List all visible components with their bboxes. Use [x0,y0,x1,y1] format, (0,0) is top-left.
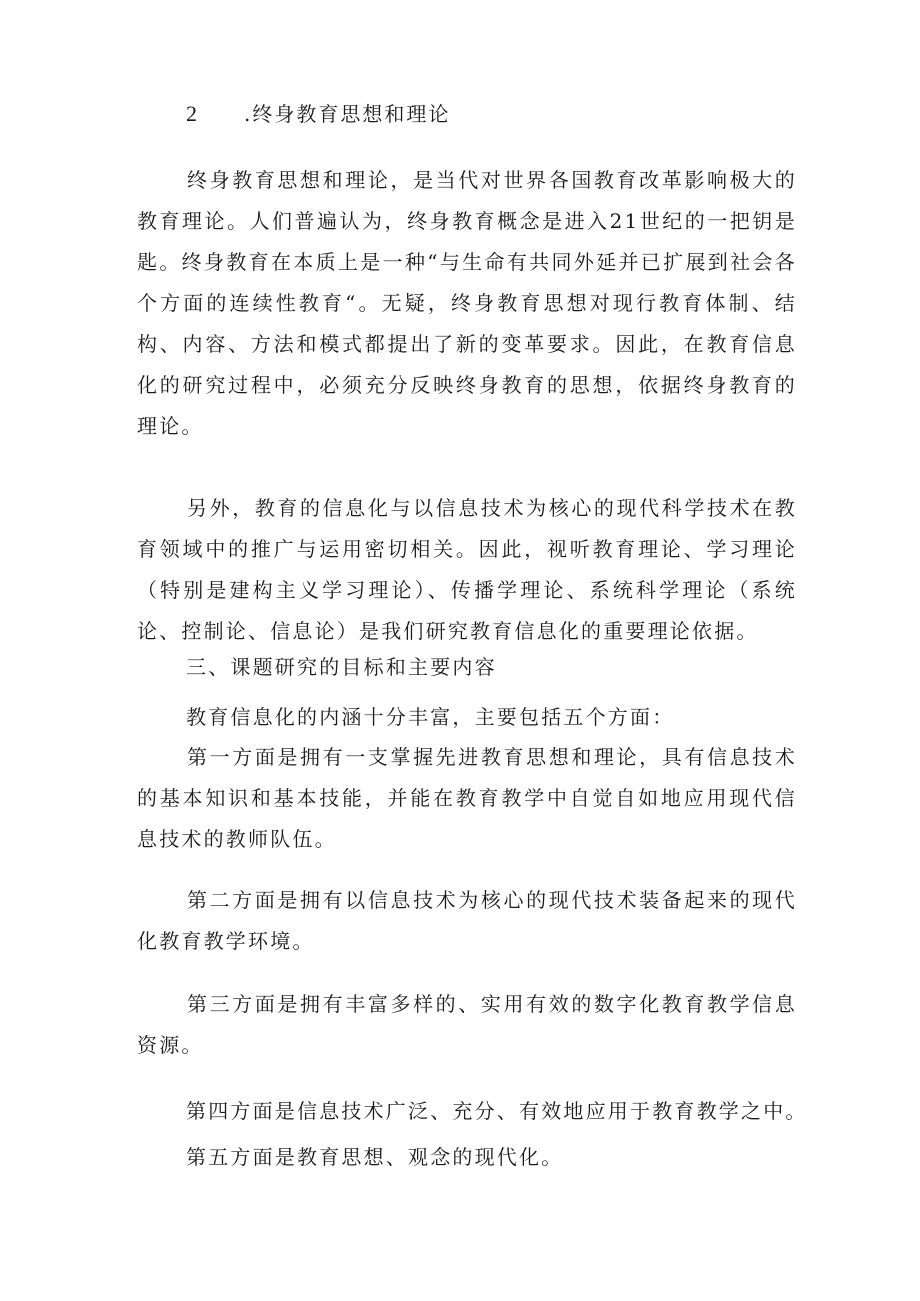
heading-title: .终身教育思想和理论 [244,102,451,126]
paragraph-aspect-1: 第一方面是拥有一支掌握先进教育思想和理论，具有信息技术的基本知识和基本技能，并能在教育教学中自觉自如地应用现代信息技术的教师队伍。 [137,745,797,851]
paragraph-lifelong-education: 终身教育思想和理论，是当代对世界各国教育改革影响极大的教育理论。人们普遍认为，终身教育概念是进入21世纪的一把钥是匙。终身教育在本质上是一种“与生命有共同外延并已扩展到社会各个方面的连续性教育“。无疑，终身教育思想对现行教育体制、结构、内容、方法和模式都提出了新的变革要求。因此，在教育信息化的研究过程中，必须充分反映终身教育的思想，依据终身教育的理论。 [137,168,797,438]
section-heading [186,98,450,127]
heading-number: 2 [186,101,199,126]
section-title: 三、课题研究的目标和主要内容 [186,655,497,679]
paragraph-intro: 教育信息化的内涵十分丰富，主要包括五个方面： [186,705,675,729]
paragraph-aspect-4: 第四方面是信息技术广泛、充分、有效地应用于教育教学之中。 [186,1099,808,1123]
paragraph-aspect-5: 第五方面是教育思想、观念的现代化。 [186,1145,564,1169]
paragraph-theory-basis: 另外，教育的信息化与以信息技术为核心的现代科学技术在教育领域中的推广与运用密切相关。因此，视听教育理论、学习理论（特别是建构主义学习理论）、传播学理论、系统科学理论（系统论、控制论、信息论）是我们研究教育信息化的重要理论依据。 [137,496,797,643]
paragraph-aspect-2: 第二方面是拥有以信息技术为核心的现代技术装备起来的现代化教育教学环境。 [137,888,797,953]
paragraph-aspect-3: 第三方面是拥有丰富多样的、实用有效的数字化教育教学信息资源。 [137,992,797,1057]
